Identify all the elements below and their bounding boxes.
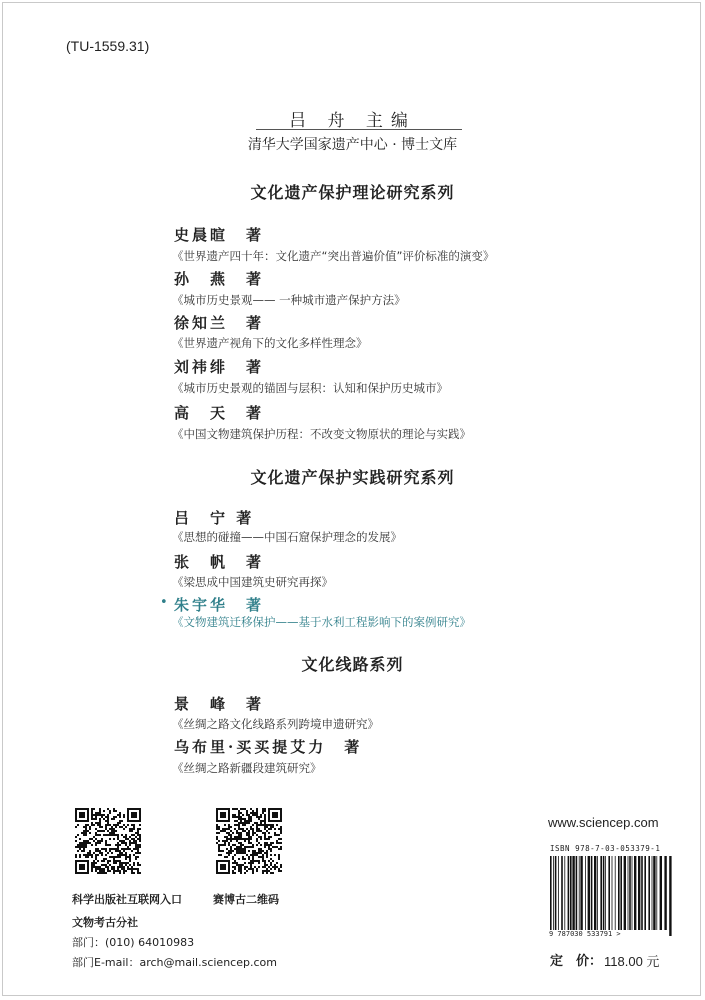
price-value: 118.00 元 [604,954,660,969]
book-author: 史晨暄 著 [174,226,265,244]
book-title: 《世界遗产四十年：文化遗产“突出普遍价值”评价标准的演变》 [172,249,495,263]
website-url[interactable]: www.sciencep.com [548,815,659,830]
editor-divider [256,129,462,130]
book-title: 《城市历史景观的锚固与层积：认知和保护历史城市》 [172,381,448,395]
book-author: 乌布里·买买提艾力 著 [174,738,363,756]
book-title: 《丝绸之路文化线路系列跨境申遗研究》 [172,717,379,731]
qr-code-icon[interactable] [75,808,141,874]
highlight-bullet: • [160,595,168,610]
series-title: 文化遗产保护理论研究系列 [250,183,455,202]
book-author: 徐知兰 著 [174,314,265,332]
barcode-number: 9 787030 533791 > [549,930,621,938]
book-title: 《城市历史景观—— 一种城市遗产保护方法》 [172,293,406,307]
qr-label: 赛博古二维码 [213,893,279,906]
qr-label: 科学出版社互联网入口 [72,893,182,906]
publisher-branch: 文物考古分社 [72,916,138,929]
price-label: 定 价： [550,954,603,969]
book-author: 高 天 著 [174,404,265,422]
catalog-code: (TU-1559.31) [66,38,150,54]
isbn-number: ISBN 978-7-03-053379-1 [550,844,661,853]
book-title: 《思想的碰撞——中国石窟保护理念的发展》 [172,530,402,544]
book-title: 《丝绸之路新疆段建筑研究》 [172,761,322,775]
book-author: 孙 燕 著 [174,270,265,288]
book-author: 景 峰 著 [174,695,265,713]
library-name: 清华大学国家遗产中心 · 博士文库 [247,137,458,153]
book-author: 张 帆 著 [174,553,265,571]
editor-line: 吕 舟 主编 [289,111,416,131]
book-author-highlighted: 朱宇华 著 [174,596,265,614]
book-author: 吕 宁 著 [174,509,255,527]
publisher-phone: 部门：(010) 64010983 [72,936,195,949]
series-title: 文化线路系列 [301,655,404,674]
book-title: 《梁思成中国建筑史研究再探》 [172,575,333,589]
book-author: 刘祎绯 著 [174,358,265,376]
publisher-email: 部门E-mail：arch@mail.sciencep.com [72,956,277,969]
series-title: 文化遗产保护实践研究系列 [250,468,455,487]
barcode-icon [548,856,674,936]
book-title: 《世界遗产视角下的文化多样性理念》 [172,336,368,350]
qr-code-icon[interactable] [216,808,282,874]
book-title-highlighted: 《文物建筑迁移保护——基于水利工程影响下的案例研究》 [172,615,471,629]
book-title: 《中国文物建筑保护历程：不改变文物原状的理论与实践》 [172,427,471,441]
